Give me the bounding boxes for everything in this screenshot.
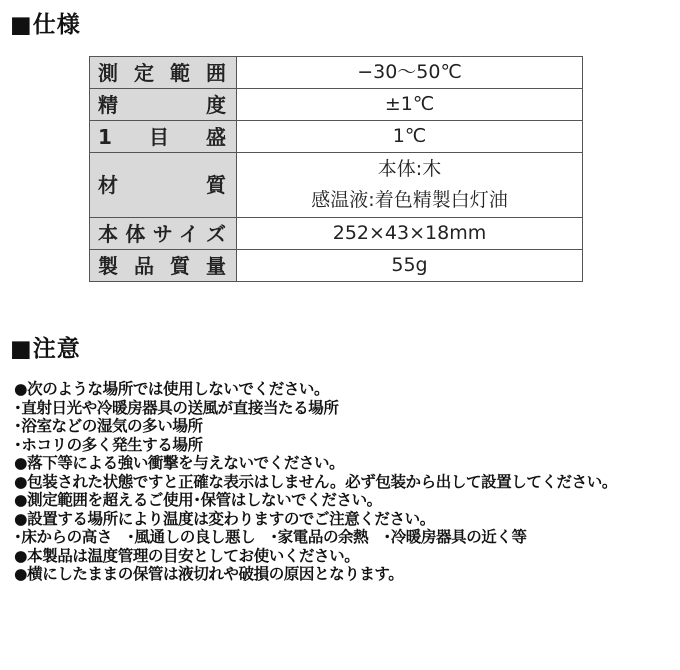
spec-value-line: 1℃ <box>392 125 427 147</box>
spec-value-line: 本体:木 <box>377 158 442 180</box>
caution-item: ●設置する場所により温度は変わりますのでご注意ください。 <box>14 509 435 528</box>
spec-label-accuracy: 精度 <box>90 89 237 121</box>
caution-item: ●次のような場所では使用しないでください。 <box>14 380 330 398</box>
caution-list <box>14 380 674 584</box>
spec-row-material <box>90 153 583 218</box>
spec-value-material <box>237 153 583 218</box>
caution-item: ●包装された状態ですと正確な表示はしません。必ず包装から出して設置してください。 <box>14 472 617 491</box>
caution-subitem: ･浴室などの湿気の多い場所 <box>14 417 203 435</box>
caution-subitem: ･ホコリの多く発生する場所 <box>14 435 203 454</box>
spec-section-title: ■仕様 <box>10 12 81 38</box>
spec-label-scale-division: 1目盛 <box>90 121 237 153</box>
spec-value-line: −30〜50℃ <box>357 61 462 83</box>
spec-label-material: 材質 <box>90 153 237 218</box>
caution-item: ●横にしたままの保管は液切れや破損の原因となります。 <box>14 565 404 583</box>
spec-label-measurement-range: 測定範囲 <box>90 57 237 89</box>
caution-section-title: ■注意 <box>10 336 81 362</box>
spec-table <box>89 56 583 282</box>
caution-subitem: ･床からの高さ ･風通しの良し悪し ･家電品の余熱 ･冷暖房器具の近く等 <box>14 528 527 546</box>
spec-value-line: 252×43×18mm <box>332 222 487 244</box>
caution-subitem: ･直射日光や冷暖房器具の送風が直接当たる場所 <box>14 398 339 417</box>
spec-label-product-mass: 製品質量 <box>90 250 237 282</box>
caution-item: ●落下等による強い衝撃を与えないでください。 <box>14 454 345 472</box>
spec-value-body-size <box>237 218 583 250</box>
spec-row-measurement-range <box>90 57 583 89</box>
caution-item: ●測定範囲を超えるご使用･保管はしないでください。 <box>14 491 382 509</box>
spec-value-line: ±1℃ <box>384 93 435 115</box>
spec-label-body-size: 本体サイズ <box>90 218 237 250</box>
spec-row-scale-division <box>90 121 583 153</box>
spec-row-body-size <box>90 218 583 250</box>
caution-item: ●本製品は温度管理の目安としてお使いください。 <box>14 546 360 565</box>
spec-row-product-mass <box>90 250 583 282</box>
spec-value-product-mass <box>237 250 583 282</box>
spec-value-line: 55g <box>391 254 428 276</box>
spec-value-line: 感温液:着色精製白灯油 <box>311 189 508 211</box>
spec-value-measurement-range <box>237 57 583 89</box>
spec-value-scale-division <box>237 121 583 153</box>
spec-value-accuracy <box>237 89 583 121</box>
spec-row-accuracy <box>90 89 583 121</box>
